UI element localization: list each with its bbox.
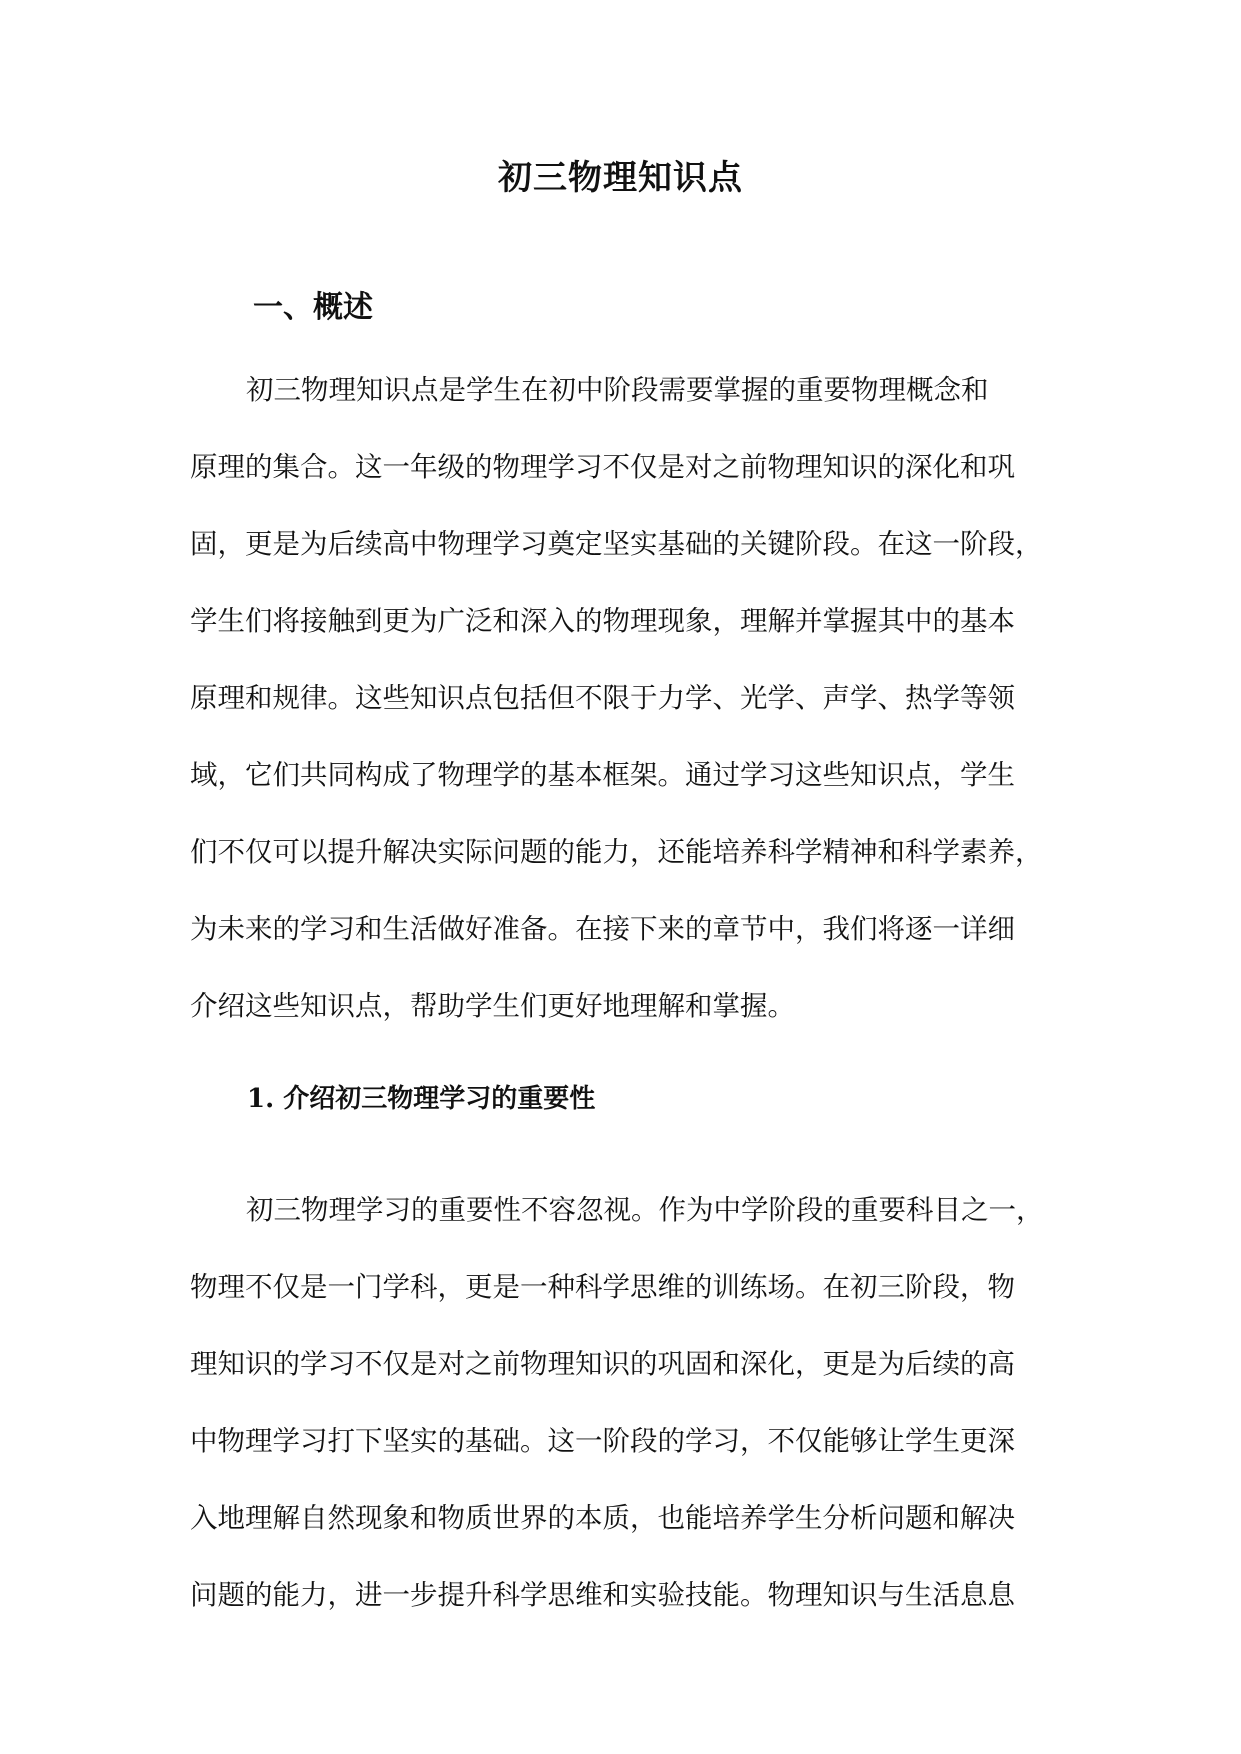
section-heading-overview: 一、概述 xyxy=(253,290,373,325)
paragraph-line: 初三物理学习的重要性不容忽视。作为中学阶段的重要科目之一， xyxy=(246,1194,1044,1226)
paragraph-line: 问题的能力，进一步提升科学思维和实验技能。物理知识与生活息息 xyxy=(190,1579,1015,1611)
document-title: 初三物理知识点 xyxy=(498,158,743,198)
paragraph-line: 理知识的学习不仅是对之前物理知识的巩固和深化，更是为后续的高 xyxy=(190,1348,1015,1380)
subsection-heading-importance: 1. 介绍初三物理学习的重要性 xyxy=(247,1084,596,1114)
paragraph-line: 中物理学习打下坚实的基础。这一阶段的学习，不仅能够让学生更深 xyxy=(190,1425,1015,1457)
paragraph-line: 学生们将接触到更为广泛和深入的物理现象，理解并掌握其中的基本 xyxy=(190,605,1015,637)
paragraph-line: 域，它们共同构成了物理学的基本框架。通过学习这些知识点，学生 xyxy=(190,759,1015,791)
paragraph-line: 物理不仅是一门学科，更是一种科学思维的训练场。在初三阶段，物 xyxy=(190,1271,1015,1303)
paragraph-line: 入地理解自然现象和物质世界的本质，也能培养学生分析问题和解决 xyxy=(190,1502,1015,1534)
paragraph-line: 原理和规律。这些知识点包括但不限于力学、光学、声学、热学等领 xyxy=(190,682,1015,714)
importance-paragraph xyxy=(190,1172,1060,1634)
paragraph-line: 们不仅可以提升解决实际问题的能力，还能培养科学精神和科学素养， xyxy=(190,836,1043,868)
paragraph-line: 介绍这些知识点，帮助学生们更好地理解和掌握。 xyxy=(190,990,795,1022)
paragraph-line: 为未来的学习和生活做好准备。在接下来的章节中，我们将逐一详细 xyxy=(190,913,1015,945)
paragraph-line: 原理的集合。这一年级的物理学习不仅是对之前物理知识的深化和巩 xyxy=(190,451,1015,483)
overview-paragraph xyxy=(190,352,1060,1045)
paragraph-line: 固，更是为后续高中物理学习奠定坚实基础的关键阶段。在这一阶段， xyxy=(190,528,1043,560)
paragraph-line: 初三物理知识点是学生在初中阶段需要掌握的重要物理概念和 xyxy=(246,374,989,406)
